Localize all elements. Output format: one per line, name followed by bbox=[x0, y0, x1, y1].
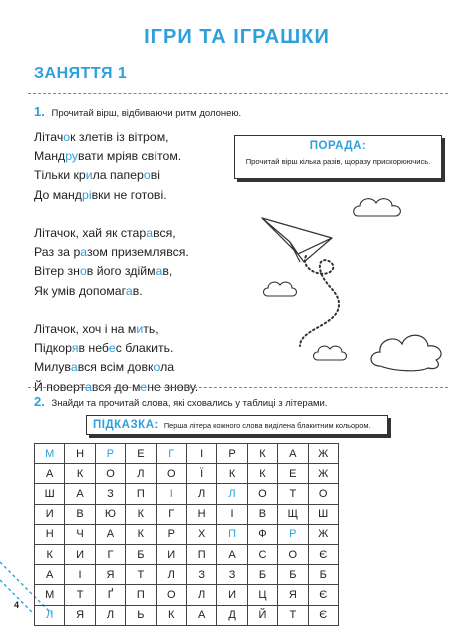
grid-cell[interactable]: Т bbox=[126, 565, 156, 585]
stressed-syllable: а bbox=[125, 283, 133, 298]
grid-cell[interactable]: І bbox=[65, 565, 95, 585]
grid-cell[interactable]: Г bbox=[95, 544, 125, 564]
poem-text: ві bbox=[150, 168, 160, 183]
task-2-number: 2. bbox=[34, 394, 45, 409]
stressed-syllable: а bbox=[85, 379, 92, 394]
grid-cell[interactable]: А bbox=[217, 544, 247, 564]
poem-text: в неб bbox=[78, 341, 109, 356]
task-1-text: Прочитай вірш, відбиваючи ритм долонею. bbox=[51, 108, 242, 119]
grid-cell[interactable]: Д bbox=[217, 605, 247, 625]
grid-cell[interactable]: П bbox=[126, 484, 156, 504]
grid-cell[interactable]: Л bbox=[126, 464, 156, 484]
poem-text: Манд bbox=[34, 149, 66, 164]
grid-cell[interactable]: А bbox=[35, 464, 65, 484]
poem-text: Вітер зн bbox=[34, 264, 80, 279]
grid-cell[interactable]: Л bbox=[186, 585, 216, 605]
poem-text: Милув bbox=[34, 360, 71, 375]
grid-cell[interactable]: К bbox=[247, 464, 277, 484]
grid-cell[interactable]: І bbox=[217, 504, 247, 524]
poem-text: к злетів із вітром, bbox=[70, 130, 169, 144]
poem-text: зом приземлявся. bbox=[87, 245, 189, 260]
hint-text: Перша літера кожного слова виділена блакитним кольором. bbox=[163, 420, 371, 430]
grid-cell[interactable]: Й bbox=[247, 605, 277, 625]
grid-row bbox=[35, 524, 339, 544]
grid-cell[interactable]: Ч bbox=[65, 524, 95, 544]
stressed-syllable: о bbox=[153, 360, 161, 375]
grid-cell[interactable]: З bbox=[95, 484, 125, 504]
cloud-icon bbox=[354, 199, 401, 216]
task-1-number: 1. bbox=[34, 104, 45, 119]
grid-row bbox=[35, 444, 339, 464]
poem-text: ть, bbox=[143, 322, 159, 336]
stressed-syllable: е bbox=[140, 379, 148, 394]
stressed-syllable: рі bbox=[81, 187, 92, 202]
grid-cell[interactable]: Я bbox=[65, 605, 95, 625]
grid-cell[interactable]: Р bbox=[95, 444, 125, 464]
grid-cell[interactable]: Н bbox=[35, 524, 65, 544]
grid-cell[interactable]: К bbox=[126, 504, 156, 524]
grid-row bbox=[35, 544, 339, 564]
grid-cell[interactable]: Г bbox=[156, 444, 186, 464]
poem-text: не знову. bbox=[147, 379, 199, 394]
grid-cell[interactable]: І bbox=[186, 444, 216, 464]
grid-row bbox=[35, 464, 339, 484]
grid-cell[interactable]: Ш bbox=[35, 484, 65, 504]
poem-text: вся, bbox=[153, 226, 176, 240]
tip-text: Прочитай вірш кілька разів, щоразу прискорюючись. bbox=[245, 157, 431, 166]
stressed-syllable: і bbox=[154, 149, 157, 164]
grid-cell[interactable]: Є bbox=[308, 544, 338, 564]
grid-cell[interactable]: А bbox=[95, 524, 125, 544]
hint-title: ПІДКАЗКА: bbox=[93, 419, 159, 431]
grid-cell[interactable]: И bbox=[217, 585, 247, 605]
grid-cell[interactable]: К bbox=[217, 464, 247, 484]
grid-cell[interactable]: С bbox=[247, 544, 277, 564]
poem-text: Літачок, хоч і на м bbox=[34, 322, 137, 336]
grid-cell[interactable]: П bbox=[217, 524, 247, 544]
grid-cell[interactable]: Б bbox=[247, 565, 277, 585]
grid-cell[interactable]: Р bbox=[278, 524, 308, 544]
grid-cell[interactable]: И bbox=[156, 544, 186, 564]
grid-cell[interactable]: Ж bbox=[308, 464, 338, 484]
tip-title: ПОРАДА: bbox=[309, 140, 367, 152]
grid-cell[interactable]: А bbox=[65, 484, 95, 504]
grid-cell[interactable]: О bbox=[247, 484, 277, 504]
task-2 bbox=[34, 394, 327, 409]
grid-cell[interactable]: Т bbox=[65, 585, 95, 605]
grid-row bbox=[35, 605, 339, 625]
grid-cell[interactable]: Ґ bbox=[95, 585, 125, 605]
grid-cell[interactable]: Е bbox=[126, 444, 156, 464]
grid-cell[interactable]: Я bbox=[278, 585, 308, 605]
cloud-icon bbox=[314, 346, 347, 360]
task-2-text: Знайди та прочитай слова, які сховались у таблиці з літерами. bbox=[51, 398, 328, 409]
stressed-syllable: а bbox=[146, 226, 154, 240]
grid-cell[interactable]: П bbox=[126, 585, 156, 605]
grid-cell[interactable]: Н bbox=[186, 504, 216, 524]
grid-row bbox=[35, 565, 339, 585]
grid-cell[interactable]: Л bbox=[156, 565, 186, 585]
grid-cell[interactable]: П bbox=[186, 544, 216, 564]
grid-cell[interactable]: Е bbox=[278, 464, 308, 484]
stressed-syllable: а bbox=[80, 245, 87, 260]
grid-cell[interactable]: В bbox=[65, 504, 95, 524]
grid-cell[interactable]: Б bbox=[126, 544, 156, 564]
grid-row bbox=[35, 484, 339, 504]
grid-cell[interactable]: Л bbox=[186, 484, 216, 504]
grid-cell[interactable]: К bbox=[156, 605, 186, 625]
grid-cell[interactable]: К bbox=[126, 524, 156, 544]
stressed-syllable: ру bbox=[65, 149, 79, 164]
grid-cell[interactable]: А bbox=[35, 565, 65, 585]
grid-cell[interactable]: М bbox=[35, 444, 65, 464]
poem-text: в його здійм bbox=[86, 264, 156, 279]
stressed-syllable: и bbox=[85, 168, 93, 183]
grid-cell[interactable]: Т bbox=[278, 484, 308, 504]
grid-cell[interactable]: Ь bbox=[126, 605, 156, 625]
grid-cell[interactable]: О bbox=[308, 484, 338, 504]
stressed-syllable: и bbox=[136, 322, 144, 336]
grid-cell[interactable]: В bbox=[247, 504, 277, 524]
poem-text: До манд bbox=[34, 187, 82, 202]
poem-text: вся до м bbox=[91, 379, 141, 394]
cloud-icon bbox=[371, 335, 441, 371]
grid-cell[interactable]: Х bbox=[186, 524, 216, 544]
grid-cell[interactable]: Ш bbox=[308, 504, 338, 524]
flight-path bbox=[300, 256, 339, 346]
cloud-icon bbox=[264, 282, 297, 296]
poem-text: вся всім довк bbox=[77, 360, 154, 375]
poem-text: в, bbox=[162, 264, 173, 279]
page-title: ІГРИ ТА ІГРАШКИ bbox=[144, 26, 330, 48]
poem-text: Підкор bbox=[34, 341, 72, 356]
grid-cell[interactable]: О bbox=[156, 464, 186, 484]
grid-cell[interactable]: А bbox=[186, 605, 216, 625]
grid-cell[interactable]: Л bbox=[217, 484, 247, 504]
grid-cell[interactable]: К bbox=[65, 464, 95, 484]
grid-cell[interactable]: М bbox=[35, 585, 65, 605]
paper-plane-icon bbox=[262, 218, 332, 262]
grid-row bbox=[35, 504, 339, 524]
stressed-syllable: о bbox=[79, 264, 87, 279]
grid-cell[interactable]: Р bbox=[217, 444, 247, 464]
poem-text: Літач bbox=[34, 130, 64, 144]
grid-cell[interactable]: З bbox=[186, 565, 216, 585]
grid-cell[interactable]: Г bbox=[156, 504, 186, 524]
grid-cell[interactable]: Ж bbox=[308, 524, 338, 544]
grid-cell[interactable]: А bbox=[278, 444, 308, 464]
grid-cell[interactable]: Ї bbox=[186, 464, 216, 484]
poem-text: в. bbox=[132, 283, 143, 298]
grid-cell[interactable]: К bbox=[247, 444, 277, 464]
grid-cell[interactable]: Ф bbox=[247, 524, 277, 544]
grid-cell[interactable]: Л bbox=[35, 605, 65, 625]
letter-grid bbox=[34, 443, 339, 626]
poem-text: с блакить. bbox=[115, 341, 174, 356]
grid-cell[interactable]: О bbox=[95, 464, 125, 484]
grid-cell[interactable]: З bbox=[217, 565, 247, 585]
lesson-title: ЗАНЯТТЯ 1 bbox=[34, 65, 128, 82]
hint-box bbox=[86, 415, 388, 435]
grid-cell[interactable]: Б bbox=[278, 565, 308, 585]
poem-text: вки не готові. bbox=[91, 187, 167, 202]
poem-text: Літачок, хай як стар bbox=[34, 226, 147, 240]
poem-text: том. bbox=[156, 149, 182, 164]
poem-text: Як умів допомаг bbox=[34, 283, 126, 298]
grid-cell[interactable]: Ж bbox=[308, 444, 338, 464]
grid-cell[interactable]: Т bbox=[278, 605, 308, 625]
grid-cell[interactable]: І bbox=[156, 484, 186, 504]
grid-cell[interactable]: Я bbox=[95, 565, 125, 585]
grid-cell[interactable]: Щ bbox=[278, 504, 308, 524]
page-number: 4 bbox=[14, 600, 20, 610]
grid-cell[interactable]: И bbox=[35, 504, 65, 524]
grid-cell[interactable]: Є bbox=[308, 605, 338, 625]
grid-cell[interactable]: Ц bbox=[247, 585, 277, 605]
grid-cell[interactable]: И bbox=[65, 544, 95, 564]
poem-text: ла bbox=[160, 360, 175, 375]
stressed-syllable: о bbox=[143, 168, 151, 183]
grid-cell[interactable]: Ю bbox=[95, 504, 125, 524]
stressed-syllable: е bbox=[108, 341, 116, 356]
grid-cell[interactable]: К bbox=[35, 544, 65, 564]
poem-text: вати мріяв св bbox=[78, 149, 155, 164]
stressed-syllable: а bbox=[70, 360, 78, 375]
stressed-syllable: о bbox=[63, 130, 71, 144]
poem-text: Тільки кр bbox=[34, 168, 86, 183]
stressed-syllable: а bbox=[155, 264, 163, 279]
grid-cell[interactable]: О bbox=[156, 585, 186, 605]
divider-middle bbox=[28, 387, 448, 388]
grid-cell[interactable]: Р bbox=[156, 524, 186, 544]
grid-cell[interactable]: Н bbox=[65, 444, 95, 464]
poem-text: ла папер bbox=[92, 168, 144, 183]
grid-cell[interactable]: Л bbox=[95, 605, 125, 625]
poem-text: Й поверт bbox=[34, 379, 86, 394]
grid-row bbox=[35, 585, 339, 605]
stressed-syllable: я bbox=[71, 341, 79, 356]
poem-text: Раз за р bbox=[34, 245, 81, 260]
grid-cell[interactable]: Є bbox=[308, 585, 338, 605]
grid-cell[interactable]: Б bbox=[308, 565, 338, 585]
grid-cell[interactable]: О bbox=[278, 544, 308, 564]
